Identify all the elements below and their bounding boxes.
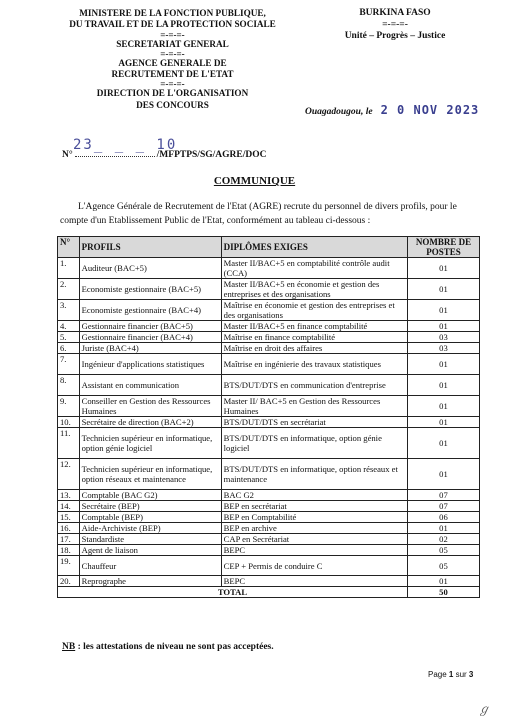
direction-line-1: DIRECTION DE L'ORGANISATION [96, 88, 249, 99]
note-label: NB [62, 642, 76, 652]
row-num: 12. [58, 459, 80, 490]
row-num: 9. [58, 396, 80, 417]
row-diplome: CAP en Secrétariat [221, 534, 407, 545]
date-place: Ouagadougou, le [305, 107, 373, 117]
reference-dots [75, 156, 155, 157]
row-profil: Gestionnaire financier (BAC+4) [79, 332, 221, 343]
note [62, 642, 274, 652]
row-profil: Economiste gestionnaire (BAC+4) [79, 300, 221, 321]
table-row [58, 459, 480, 490]
row-postes: 01 [407, 428, 479, 459]
recruitment-table [57, 236, 480, 598]
page-total: 3 [468, 670, 474, 679]
row-profil: Comptable (BEP) [79, 512, 221, 523]
row-postes: 01 [407, 576, 479, 587]
row-diplome: Master II/BAC+5 en finance comptabilité [221, 321, 407, 332]
row-diplome: Master II/BAC+5 en comptabilité contrôle audit (CCA) [221, 258, 407, 279]
row-postes: 07 [407, 490, 479, 501]
row-profil: Agent de liaison [79, 545, 221, 556]
row-profil: Comptable (BAC G2) [79, 490, 221, 501]
row-num: 4. [58, 321, 80, 332]
row-num: 2. [58, 279, 80, 300]
row-num: 6. [58, 343, 80, 354]
row-diplome: Maîtrise en économie et gestion des entreprises et des organisations [221, 300, 407, 321]
row-postes: 07 [407, 501, 479, 512]
country-header [330, 8, 460, 43]
row-num: 7. [58, 354, 80, 375]
document-title: COMMUNIQUE [213, 175, 296, 187]
row-num: 5. [58, 332, 80, 343]
row-diplome: BEP en Comptabilité [221, 512, 407, 523]
row-num: 20. [58, 576, 80, 587]
table-row [58, 534, 480, 545]
header-diplome: DIPLÔMES EXIGES [221, 237, 407, 258]
total-label: TOTAL [58, 587, 408, 598]
row-profil: Technicien supérieur en informatique, option réseaux et maintenance [79, 459, 221, 490]
row-diplome: Maîtrise en ingénierie des travaux statistiques [221, 354, 407, 375]
row-num: 8. [58, 375, 80, 396]
row-postes: 01 [407, 279, 479, 300]
reference-suffix: /MFPTPS/SG/AGRE/DOC [156, 150, 267, 160]
table-row [58, 375, 480, 396]
row-diplome: Maîtrise en droit des affaires [221, 343, 407, 354]
row-diplome: Maîtrise en finance comptabilité [221, 332, 407, 343]
agency-line-1: AGENCE GENERALE DE [118, 57, 227, 68]
row-num: 15. [58, 512, 80, 523]
row-num: 1. [58, 258, 80, 279]
page-middle: sur [453, 670, 469, 679]
direction-line-2: DES CONCOURS [136, 99, 209, 110]
row-diplome: CEP + Permis de conduire C [221, 556, 407, 576]
reference-prefix: N° [62, 150, 73, 160]
table-row [58, 556, 480, 576]
table-row [58, 512, 480, 523]
row-num: 17. [58, 534, 80, 545]
total-row [58, 587, 480, 598]
separator: =-=-=- [382, 19, 408, 30]
row-postes: 01 [407, 523, 479, 534]
row-diplome: BEPC [221, 545, 407, 556]
row-profil: Economiste gestionnaire (BAC+5) [79, 279, 221, 300]
row-postes: 01 [407, 354, 479, 375]
table-row [58, 501, 480, 512]
row-num: 10. [58, 417, 80, 428]
table-body [58, 258, 480, 598]
row-num: 13. [58, 490, 80, 501]
row-num: 11. [58, 428, 80, 459]
date-line [305, 103, 479, 117]
page-current: 1 [448, 670, 454, 679]
row-postes: 05 [407, 545, 479, 556]
row-profil: Gestionnaire financier (BAC+5) [79, 321, 221, 332]
row-num: 18. [58, 545, 80, 556]
row-profil: Aide-Archiviste (BEP) [79, 523, 221, 534]
separator: =-=-=- [160, 29, 185, 40]
total-value: 50 [407, 587, 479, 598]
row-postes: 05 [407, 556, 479, 576]
row-diplome: BTS/DUT/DTS en informatique, option génie logiciel [221, 428, 407, 459]
row-diplome: BTS/DUT/DTS en communication d'entreprise [221, 375, 407, 396]
header-profil: PROFILS [79, 237, 221, 258]
row-postes: 03 [407, 332, 479, 343]
row-profil: Ingénieur d'applications statistiques [79, 354, 221, 375]
row-postes: 01 [407, 258, 479, 279]
header-nombre: NOMBRE DE POSTES [407, 237, 479, 258]
table-row [58, 576, 480, 587]
row-num: 3. [58, 300, 80, 321]
row-diplome: Master II/ BAC+5 en Gestion des Ressources Humaines [221, 396, 407, 417]
row-diplome: BTS/DUT/DTS en informatique, option réseaux et maintenance [221, 459, 407, 490]
table-row [58, 279, 480, 300]
separator: =-=-=- [160, 79, 185, 90]
row-profil: Reprographe [79, 576, 221, 587]
table-row [58, 354, 480, 375]
initials-signature: ℊ [478, 702, 491, 716]
intro-paragraph: L'Agence Générale de Recrutement de l'Etat (AGRE) recrute du personnel de divers profils, pour le compte d'un Etablissement Public de l'Etat, conformément au tableau ci-dessous : [60, 202, 457, 226]
row-profil: Technicien supérieur en informatique, option génie logiciel [79, 428, 221, 459]
table-row [58, 417, 480, 428]
page-prefix: Page [428, 670, 449, 679]
row-num: 14. [58, 501, 80, 512]
secretariat-line: SECRETARIAT GENERAL [116, 38, 229, 49]
reference-line [62, 150, 266, 160]
table-row [58, 490, 480, 501]
page-number [428, 670, 473, 679]
reference-stamp: 23_ _ _ 10 [73, 137, 178, 153]
table-row [58, 321, 480, 332]
row-postes: 02 [407, 534, 479, 545]
table-row [58, 523, 480, 534]
row-postes: 06 [407, 512, 479, 523]
country-name: BURKINA FASO [359, 8, 431, 18]
table-row [58, 258, 480, 279]
header-num: N° [58, 237, 80, 258]
table-header-row [58, 237, 480, 258]
row-profil: Juriste (BAC+4) [79, 343, 221, 354]
ministry-line-2: DU TRAVAIL ET DE LA PROTECTION SOCIALE [69, 19, 276, 30]
row-profil: Chauffeur [79, 556, 221, 576]
row-profil: Assistant en communication [79, 375, 221, 396]
row-postes: 01 [407, 375, 479, 396]
ministry-line-1: MINISTERE DE LA FONCTION PUBLIQUE, [79, 8, 266, 18]
table-row [58, 332, 480, 343]
row-diplome: Master II/BAC+5 en économie et gestion des entreprises et des organisations [221, 279, 407, 300]
row-diplome: BAC G2 [221, 490, 407, 501]
table-row [58, 428, 480, 459]
separator: =-=-=- [160, 48, 185, 59]
row-postes: 01 [407, 396, 479, 417]
row-profil: Secrétaire (BEP) [79, 501, 221, 512]
row-diplome: BEP en secrétariat [221, 501, 407, 512]
national-motto: Unité – Progrès – Justice [344, 31, 446, 41]
table-row [58, 343, 480, 354]
row-postes: 01 [407, 459, 479, 490]
row-profil: Auditeur (BAC+5) [79, 258, 221, 279]
row-num: 19. [58, 556, 80, 576]
row-num: 16. [58, 523, 80, 534]
table-row [58, 300, 480, 321]
row-profil: Conseiller en Gestion des Ressources Humaines [79, 396, 221, 417]
row-diplome: BTS/DUT/DTS en secrétariat [221, 417, 407, 428]
date-stamp: 2 0 NOV 2023 [380, 103, 480, 117]
table-row [58, 396, 480, 417]
row-profil: Standardiste [79, 534, 221, 545]
row-postes: 03 [407, 343, 479, 354]
row-diplome: BEPC [221, 576, 407, 587]
row-postes: 01 [407, 300, 479, 321]
agency-line-2: RECRUTEMENT DE L'ETAT [111, 69, 234, 80]
ministry-header [50, 8, 295, 111]
row-diplome: BEP en archive [221, 523, 407, 534]
row-postes: 01 [407, 417, 479, 428]
row-postes: 01 [407, 321, 479, 332]
note-text: : les attestations de niveau ne sont pas acceptées. [75, 642, 274, 652]
row-profil: Secrétaire de direction (BAC+2) [79, 417, 221, 428]
table-row [58, 545, 480, 556]
